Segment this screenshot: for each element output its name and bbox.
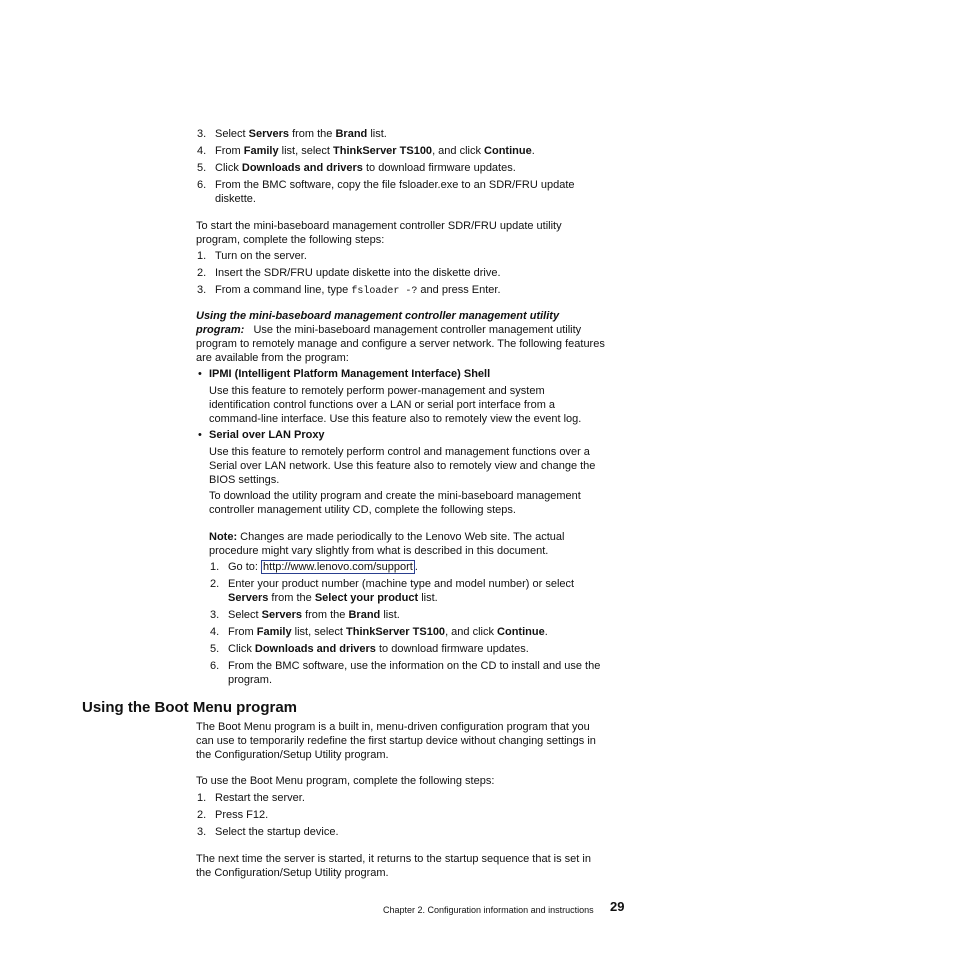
footer-chapter: Chapter 2. Configuration information and instructions	[383, 905, 594, 915]
paragraph-line: Use this feature to remotely perform power-management and system	[209, 385, 545, 397]
note-line: procedure might vary slightly from what is described in this document.	[209, 545, 549, 557]
list-item: Select Servers from the Brand list.	[215, 128, 387, 140]
code-snippet: fsloader -?	[351, 286, 418, 297]
list-number: 1.	[197, 792, 207, 804]
list-item-line: From the BMC software, copy the file fsloader.exe to an SDR/FRU update	[215, 179, 575, 191]
section-heading: Using the Boot Menu program	[82, 699, 297, 716]
paragraph-line: To use the Boot Menu program, complete the following steps:	[196, 775, 495, 787]
list-item: From Family list, select ThinkServer TS100, and click Continue.	[228, 626, 548, 638]
paragraph-line: The Boot Menu program is a built in, menu-driven configuration program that you	[196, 721, 590, 733]
list-number: 1.	[197, 250, 207, 262]
list-item: Press F12.	[215, 809, 269, 821]
paragraph-line: the Configuration/Setup Utility program.	[196, 867, 389, 879]
list-item-line: Servers from the Select your product list.	[228, 592, 438, 604]
paragraph-line: are available from the program:	[196, 352, 349, 364]
paragraph-line: the Configuration/Setup Utility program.	[196, 749, 389, 761]
list-item: Click Downloads and drivers to download firmware updates.	[228, 643, 529, 655]
paragraph-line: To start the mini-baseboard management controller SDR/FRU update utility	[196, 220, 562, 232]
paragraph-line: command-line interface. Use this feature also to remotely view the event log.	[209, 413, 582, 425]
list-item-line: diskette.	[215, 193, 256, 205]
bullet-title: Serial over LAN Proxy	[209, 429, 325, 441]
list-number: 1.	[210, 561, 220, 573]
list-item: Select Servers from the Brand list.	[228, 609, 400, 621]
list-item: Click Downloads and drivers to download firmware updates.	[215, 162, 516, 174]
list-number: 6.	[197, 179, 207, 191]
list-item-line: From the BMC software, use the information on the CD to install and use the	[228, 660, 601, 672]
list-number: 5.	[210, 643, 220, 655]
support-link[interactable]: http://www.lenovo.com/support	[263, 561, 413, 573]
list-item-line: program.	[228, 674, 273, 686]
list-item: From Family list, select ThinkServer TS100, and click Continue.	[215, 145, 535, 157]
paragraph-line: The next time the server is started, it returns to the startup sequence that is set in	[196, 853, 591, 865]
list-item: Insert the SDR/FRU update diskette into the diskette drive.	[215, 267, 501, 279]
paragraph-line: program, complete the following steps:	[196, 234, 385, 246]
page-number: 29	[610, 899, 625, 914]
paragraph-line: program: Use the mini-baseboard management controller management utility	[196, 324, 582, 336]
list-number: 2.	[197, 809, 207, 821]
list-number: 3.	[197, 284, 207, 296]
paragraph-line: Use this feature to remotely perform control and management functions over a	[209, 446, 590, 458]
bullet-icon: •	[198, 429, 202, 441]
list-number: 2.	[197, 267, 207, 279]
paragraph-line: Serial over LAN network. Use this feature also to remotely view and change the	[209, 460, 596, 472]
paragraph-line: To download the utility program and create the mini-baseboard management	[209, 490, 581, 502]
paragraph-line: can use to temporarily redefine the first startup device without changing settings in	[196, 735, 596, 747]
list-number: 2.	[210, 578, 220, 590]
bullet-icon: •	[198, 368, 202, 380]
list-number: 5.	[197, 162, 207, 174]
paragraph-line: program to remotely manage and configure a server network. The following features	[196, 338, 605, 350]
list-number: 3.	[210, 609, 220, 621]
bullet-title: IPMI (Intelligent Platform Management Interface) Shell	[209, 368, 491, 380]
list-item-line: Enter your product number (machine type and model number) or select	[228, 578, 575, 590]
paragraph-line: BIOS settings.	[209, 474, 280, 486]
paragraph-line: controller management utility CD, complete the following steps.	[209, 504, 516, 516]
list-item: Go to: http://www.lenovo.com/support .	[228, 561, 418, 573]
subheading: Using the mini-baseboard management controller management utility	[196, 310, 560, 322]
list-item: Turn on the server.	[215, 250, 307, 262]
list-item: Select the startup device.	[215, 826, 339, 838]
list-number: 3.	[197, 128, 207, 140]
paragraph-line: identification control functions over a LAN or serial port interface from a	[209, 399, 556, 411]
list-number: 6.	[210, 660, 220, 672]
list-number: 4.	[210, 626, 220, 638]
list-number: 3.	[197, 826, 207, 838]
list-item: From a command line, type fsloader -? and press Enter.	[215, 284, 501, 297]
list-number: 4.	[197, 145, 207, 157]
note: Note: Changes are made periodically to the Lenovo Web site. The actual	[209, 531, 565, 543]
list-item: Restart the server.	[215, 792, 305, 804]
